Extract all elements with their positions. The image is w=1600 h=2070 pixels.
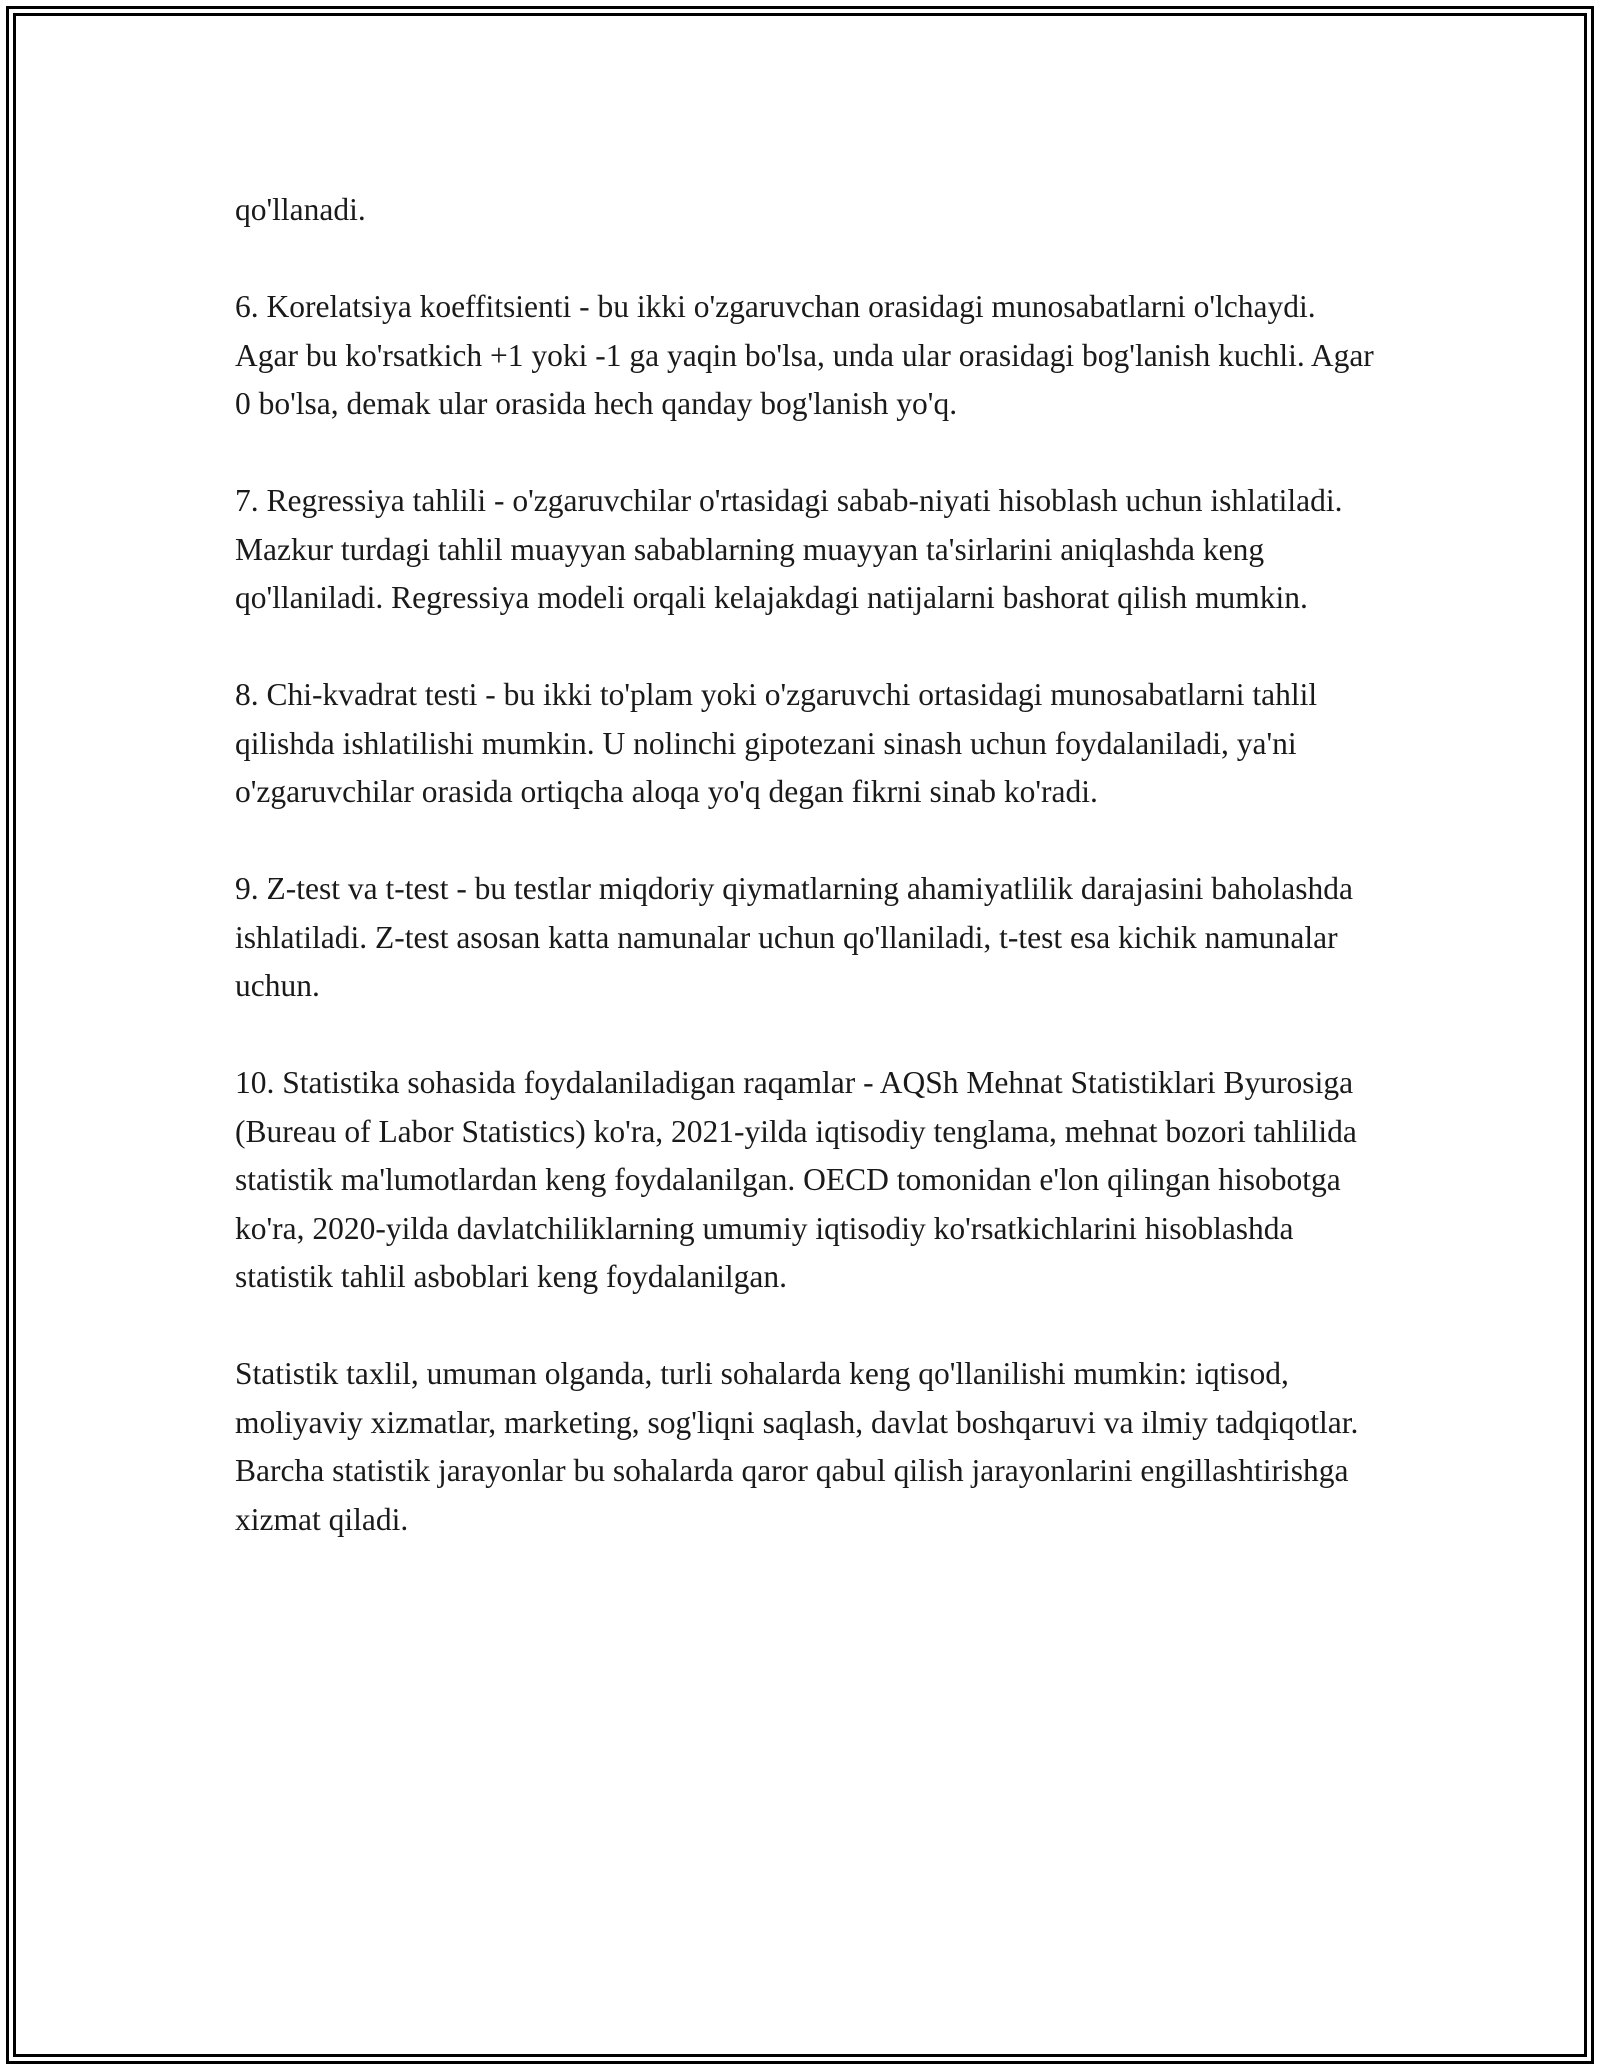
paragraph-item-9-z-t-test: 9. Z-test va t-test - bu testlar miqdoriy qiymatlarning ahamiyatlilik darajasini baholashda ishlatiladi. Z-test asosan katta namunalar uchun qo'llaniladi, t-test esa kichik namunalar uchun. (235, 871, 1353, 1003)
paragraph-item-7-regression: 7. Regressiya tahlili - o'zgaruvchilar o'rtasidagi sabab-niyati hisoblash uchun ishlatiladi. Mazkur turdagi tahlil muayyan sabablarning muayyan ta'sirlarini aniqlashda keng qo'llaniladi. Regressiya modeli orqali kelajakdagi natijalarni bashorat qilish mumkin. (235, 483, 1343, 615)
paragraph-item-6-correlation: 6. Korelatsiya koeffitsienti - bu ikki o'zgaruvchan orasidagi munosabatlarni o'lchaydi. Agar bu ko'rsatkich +1 yoki -1 ga yaqin bo'lsa, unda ular orasidagi bog'lanish kuchli. Agar 0 bo'lsa, demak ular orasida hech qanday bog'lanish yo'q. (235, 289, 1374, 421)
paragraph-conclusion: Statistik taxlil, umuman olganda, turli sohalarda keng qo'llanilishi mumkin: iqtisod, moliyaviy xizmatlar, marketing, sog'liqni saqlash, davlat boshqaruvi va ilmiy tadqiqotlar. Barcha statistik jarayonlar bu sohalarda qaror qabul qilish jarayonlarini engillashtirishga xizmat qiladi. (235, 1356, 1359, 1537)
document-body (235, 186, 1375, 1544)
paragraph-item-8-chi-square: 8. Chi-kvadrat testi - bu ikki to'plam yoki o'zgaruvchi ortasidagi munosabatlarni tahlil qilishda ishlatilishi mumkin. U nolinchi gipotezani sinash uchun foydalaniladi, ya'ni o'zgaruvchilar orasida ortiqcha aloqa yo'q degan fikrni sinab ko'radi. (235, 677, 1318, 809)
paragraph-item-10-statistics-figures: 10. Statistika sohasida foydalaniladigan raqamlar - AQSh Mehnat Statistiklari Byurosiga (Bureau of Labor Statistics) ko'ra, 2021-yilda iqtisodiy tenglama, mehnat bozori tahlilida statistik ma'lumotlardan keng foydalanilgan. OECD tomonidan e'lon qilingan hisobotga ko'ra, 2020-yilda davlatchiliklarning umumiy iqtisodiy ko'rsatkichlarini hisoblashda statistik tahlil asboblari keng foydalanilgan. (235, 1065, 1357, 1294)
paragraph-continuation: qo'llanadi. (235, 192, 366, 227)
